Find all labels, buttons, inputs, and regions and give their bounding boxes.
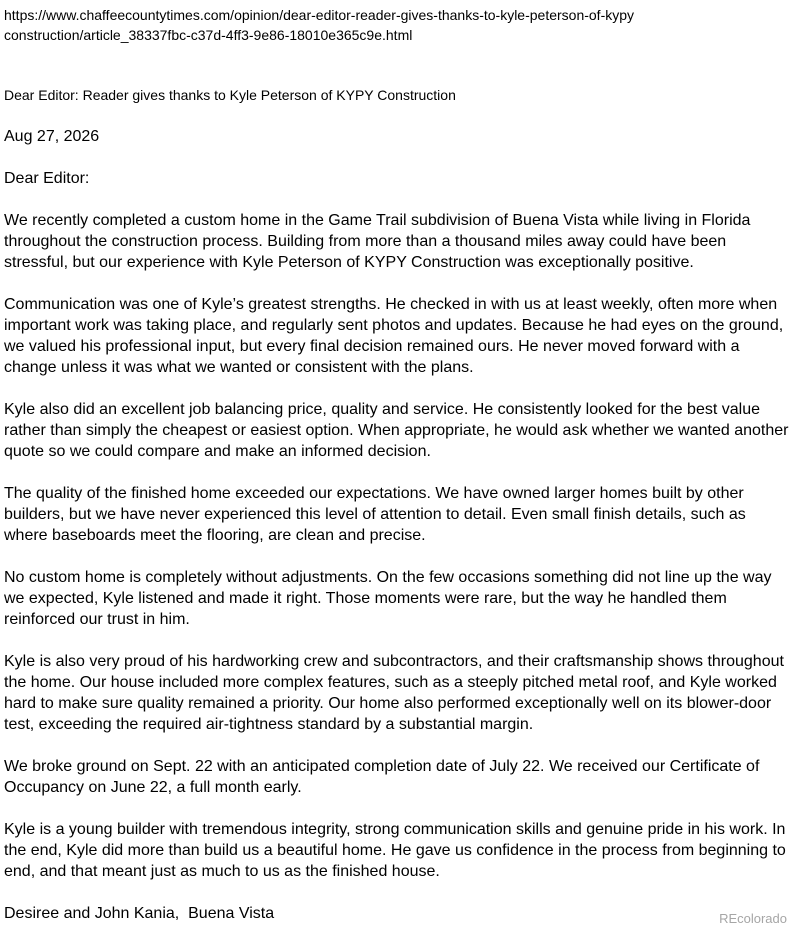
letter-paragraph: Kyle is a young builder with tremendous integrity, strong communication skills and genuine pride in his work. In the end, Kyle did more than build us a beautiful home. He gave us confidence in the process from beginning to end, and that meant just as much to us as the finished house. [4,821,786,880]
letter-paragraph: No custom home is completely without adjustments. On the few occasions something did not line up the way we expected, Kyle listened and made it right. Those moments were rare, but the way he handled them reinforced our trust in him. [4,569,772,628]
letter-paragraph: Kyle also did an excellent job balancing price, quality and service. He consistently looked for the best value rather than simply the cheapest or easiest option. When appropriate, he would ask whether we wanted another quote so we could compare and make an informed decision. [4,401,789,460]
letter-paragraph: We recently completed a custom home in the Game Trail subdivision of Buena Vista while living in Florida throughout the construction process. Building from more than a thousand miles away could have been stressful, but our experience with Kyle Peterson of KYPY Construction was exceptionally positive. [4,212,751,271]
letter-signature: Desiree and John Kania, Buena Vista [4,905,275,922]
letter-body [4,210,792,882]
document-page [4,5,792,924]
letter-paragraph: Kyle is also very proud of his hardworking crew and subcontractors, and their craftsmanship shows throughout the home. Our house included more complex features, such as a steeply pitched metal roof, and Kyle worked hard to make sure quality remained a priority. Our home also performed exceptionally well on its blower-door test, exceeding the required air-tightness standard by a substantial margin. [4,653,784,733]
source-url[interactable]: https://www.chaffeecountytimes.com/opinion/dear-editor-reader-gives-thanks-to-kyle-peterson-of-kypy construction/article_38337fbc-c37d-4ff3-9e86-18010e365c9e.html [4,7,635,43]
letter-paragraph: The quality of the finished home exceeded our expectations. We have owned larger homes built by other builders, but we have never experienced this level of attention to detail. Even small finish details, such as where baseboards meet the flooring, are clean and precise. [4,485,746,544]
article-date: Aug 27, 2026 [4,128,100,145]
article-headline: Dear Editor: Reader gives thanks to Kyle Peterson of KYPY Construction [4,87,456,103]
letter-salutation: Dear Editor: [4,170,90,187]
letter-paragraph: Communication was one of Kyle’s greatest strengths. He checked in with us at least weekly, often more when important work was taking place, and regularly sent photos and updates. Because he had eyes on the ground, we valued his professional input, but every final decision remained ours. He never moved forward with a change unless it was what we wanted or consistent with the plans. [4,296,784,376]
letter-paragraph: We broke ground on Sept. 22 with an anticipated completion date of July 22. We received our Certificate of Occupancy on June 22, a full month early. [4,758,760,796]
watermark-text: REcolorado [719,911,787,926]
